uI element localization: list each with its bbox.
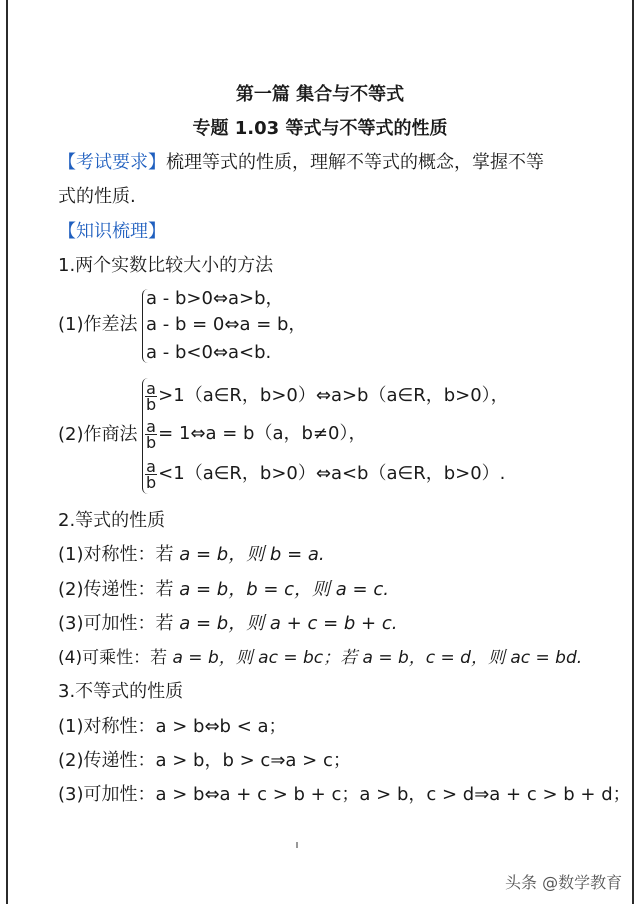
exam-requirement-line1 (58, 151, 544, 175)
section2-heading: 2.等式的性质 (58, 510, 166, 531)
equality-property-2: (2)传递性：若 a = b，b = c，则 a = c. (58, 579, 389, 600)
fraction-a-over-b: $\frac{a}{b}$ (146, 416, 157, 452)
quotient-method-label: (2)作商法 (58, 424, 138, 445)
quotient-line-1: $\frac{a}{b}$ >1（a∈R，b>0）⇔a>b（a∈R，b>0）， (146, 378, 509, 414)
inequality-property-1: (1)对称性：a > b⇔b < a； (58, 716, 287, 737)
equality-property-1: (1)对称性：若 a = b，则 b = a. (58, 544, 325, 565)
page-mark (296, 842, 298, 848)
knowledge-tag: 【知识梳理】 (58, 221, 166, 242)
equality-property-3: (3)可加性：若 a = b，则 a + c = b + c. (58, 613, 398, 634)
difference-method-label: (1)作差法 (58, 314, 138, 335)
fraction-a-over-b: $\frac{a}{b}$ (146, 378, 157, 414)
difference-line-3: a - b<0⇔a<b. (146, 342, 272, 363)
quotient-line-3: $\frac{a}{b}$ <1（a∈R，b>0）⇔a<b（a∈R，b>0）. (146, 456, 506, 492)
watermark: 头条 @数学教育 (505, 873, 623, 892)
section3-heading: 3.不等式的性质 (58, 681, 184, 702)
exam-requirement-text2: 式的性质. (58, 186, 136, 207)
inequality-property-2: (2)传递性：a > b，b > c⇒a > c； (58, 750, 351, 771)
inequality-property-3: (3)可加性：a > b⇔a + c > b + c；a > b，c > d⇒a + c > b + d； (58, 784, 631, 805)
chapter-title: 第一篇 集合与不等式 (235, 84, 405, 105)
exam-requirement-tag: 【考试要求】 (58, 152, 166, 173)
exam-requirement-text1: 梳理等式的性质，理解不等式的概念，掌握不等 (166, 152, 544, 173)
section1-heading: 1.两个实数比较大小的方法 (58, 255, 274, 276)
difference-line-2: a - b = 0⇔a = b， (146, 314, 307, 335)
equality-property-4: (4)可乘性：若 a = b，则 ac = bc；若 a = b，c = d，则 ac = bd. (58, 648, 583, 668)
topic-title: 专题 1.03 等式与不等式的性质 (192, 118, 448, 139)
quotient-line-2: $\frac{a}{b}$ = 1⇔a = b（a，b≠0）， (146, 416, 367, 452)
difference-line-1: a - b>0⇔a>b， (146, 288, 284, 309)
fraction-a-over-b: $\frac{a}{b}$ (146, 456, 157, 492)
